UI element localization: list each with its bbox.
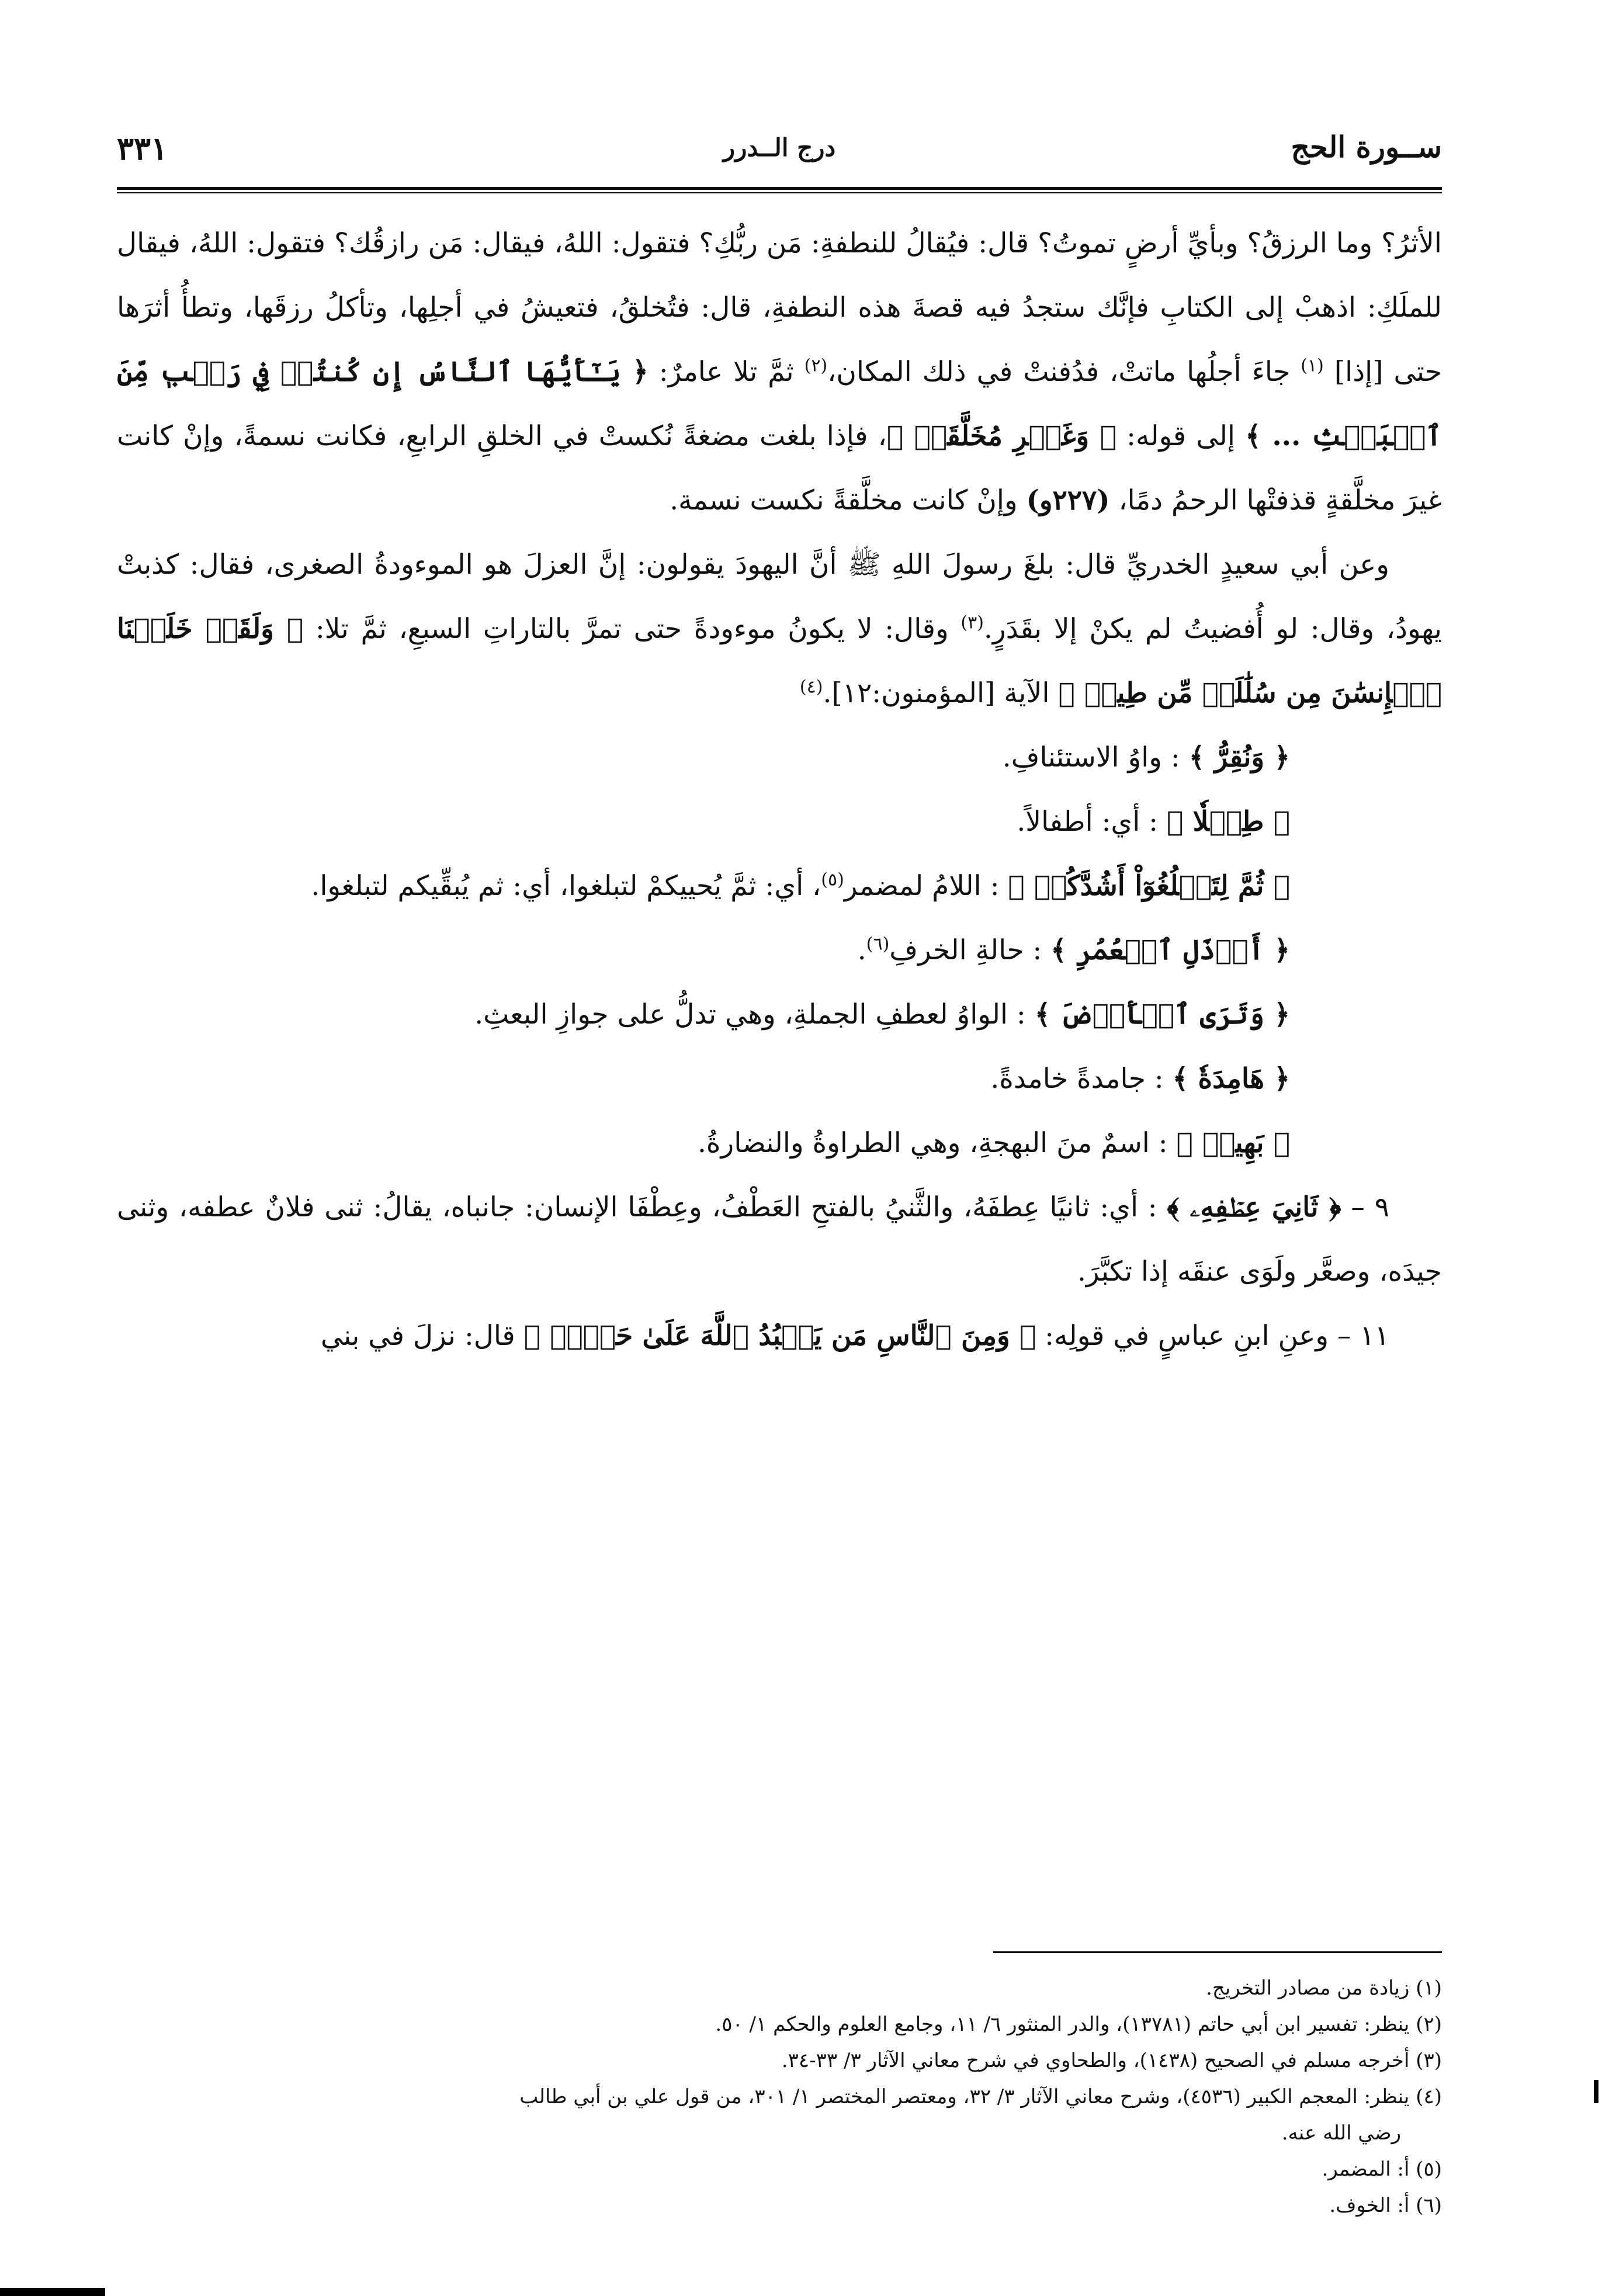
gloss-term: ﴿ ثَانِيَ عِطۡفِهِۦ ﴾ [1167,1191,1341,1223]
footnote-4: (٤) ينظر: المعجم الكبير (٤٥٣٦)، وشرح معاني الآثار ٣/ ٣٢، ومعتصر المختصر ١/ ٣٠١، من قول علي بن أبي طالب [519,2085,1442,2108]
folio-marker: (٢٢٧و) [1026,484,1110,516]
footnote-5: (٥) أ: المضمر. [1322,2158,1442,2181]
gloss-entry: ﴿ هَامِدَةٗ ﴾ : جامدةً خامدةً. [990,1063,1290,1095]
footnote-4-continued: رضي الله عنه. [1281,2121,1401,2145]
verse-9-paragraph: ٩ – ﴿ ثَانِيَ عِطۡفِهِۦ ﴾ : أي: ثانيًا عِطفَهُ، والثَّنيُ بالفتحِ العَطْفُ، وعِطْفَا الإنسان: جانباه، يقالُ: ثنى فلانٌ عطفه، وثنى جيدَه، وصعَّر ولَوَى عنقَه إذا تكبَّرَ. [117,1191,1442,1288]
gloss-term: ﴿ وَنُقِرُّ ﴾ [1188,741,1290,774]
gloss-entry: ﴿ وَنُقِرُّ ﴾ : واوُ الاستئنافِ. [1002,741,1290,774]
gloss-term: ﴿ هَامِدَةٗ ﴾ [1172,1063,1290,1095]
footnotes [117,1970,1442,2233]
footnote-ref-6: (٦) [866,934,890,955]
footnote-separator [993,1951,1442,1953]
verse-number: ٩ – [1351,1191,1389,1223]
footnote-3: (٣) أخرجه مسلم في الصحيح (١٤٣٨)، والطحاوي في شرح معاني الآثار ٣/ ٣٣-٣٤. [781,2049,1442,2072]
paragraph-2: وعن أبي سعيدٍ الخدريِّ قال: بلغَ رسولَ اللهِ ﷺ أنَّ اليهودَ يقولون: إنَّ العزلَ هو الموءودةُ الصغرى، فقال: كذبتْ يهودُ، وقال: لو أُفضيتُ لم يكنْ إلا بقَدَرٍ.$^{(٣)}$ وقال: لا يكونُ موءودةً حتى تمرَّ بالتاراتِ السبعِ، ثمَّ تلا: ﴿ وَلَقَدۡ خَلَقۡنَا ٱلۡإِنسَٰنَ مِن سُلَٰلَةٖ مِّن طِينٖ ﴾ الآية [المؤمنون:١٢].$^{(٤)}$ [117,549,1442,709]
gloss-term: ﴿ طِفۡلٗا ﴾ [1167,806,1290,838]
gloss-entry: ﴿ وَتَرَى ٱلۡأَرۡضَ ﴾ : الواوُ لعطفِ الجملةِ، وهي تدلُّ على جوازِ البعثِ. [474,998,1290,1031]
quran-quote: ﴿ وَغَيۡرِ مُخَلَّقَةٖ ﴾ [886,420,1116,452]
gloss-term: ﴿ وَتَرَى ٱلۡأَرۡضَ ﴾ [1034,998,1290,1031]
gloss-entry: ﴿ بَهِيجٖ ﴾ : اسمٌ منَ البهجةِ، وهي الطراوةُ والنضارةُ. [697,1127,1290,1159]
gloss-entry: ﴿ طِفۡلٗا ﴾ : أي: أطفالاً. [1017,806,1290,838]
scan-edge-bar [0,2288,105,2296]
quran-quote: ﴿ يَـٰٓأَيُّهَا ٱلنَّاسُ إِن كُنتُمۡ فِي رَيۡبٖ مِّنَ ٱلۡبَعۡثِ ... ﴾ [117,356,1442,452]
header-rule [117,187,1442,193]
gloss-term: ﴿ بَهِيجٖ ﴾ [1176,1127,1290,1159]
footnote-ref-4: (٤) [799,677,823,698]
footnote-ref-1: (١) [1301,355,1324,376]
gloss-term: ﴿ أَرۡذَلِ ٱلۡعُمُرِ ﴾ [1050,934,1290,966]
quran-quote: ﴿ وَمِنَ ٱلنَّاسِ مَن يَعۡبُدُ ٱللَّهَ عَلَىٰ حَرۡفٖ ﴾ [523,1320,1036,1352]
footnote-ref-2: (٢) [804,355,828,376]
quran-quote: ﴿ وَلَقَدۡ خَلَقۡنَا ٱلۡإِنسَٰنَ مِن سُلَٰلَةٖ مِّن طِينٖ ﴾ [117,613,1442,709]
gloss-entry: ﴿ ثُمَّ لِتَبۡلُغُوٓاْ أَشُدَّكُمۡ ﴾ : اللامُ لمضمر$^{(٥)}$، أي: ثمَّ يُحييكمْ لتبلغوا، أي: ثم يُبقِّيكم لتبلغوا. [311,869,1290,902]
footnote-ref-5: (٥) [821,869,844,890]
footnote-ref-3: (٣) [960,612,984,633]
gloss-entry: ﴿ أَرۡذَلِ ٱلۡعُمُرِ ﴾ : حالةِ الخرفِ$^{(٦)}$. [857,934,1290,966]
gloss-term: ﴿ ثُمَّ لِتَبۡلُغُوٓاْ أَشُدَّكُمۡ ﴾ [1008,870,1290,902]
footnote-1: (١) زيادة من مصادر التخريج. [1206,1976,1442,2000]
surah-title: ســورة الحج [1291,130,1442,164]
footnote-2: (٢) ينظر: تفسير ابن أبي حاتم (١٣٧٨١)، والدر المنثور ٦/ ١١، وجامع العلوم والحكم ١/ ٥٠. [715,2013,1442,2036]
page-number: ٣٣١ [117,130,168,167]
verse-number: ١١ – [1337,1320,1389,1352]
scan-edge-mark [1594,2080,1598,2103]
footnote-6: (٦) أ: الخوف. [1329,2194,1442,2217]
book-title: درج الــدرر [723,133,836,162]
running-head [117,130,1442,182]
main-text [117,211,1442,1900]
verse-11-paragraph: ١١ – وعنِ ابنِ عباسٍ في قولِه: ﴿ وَمِنَ ٱلنَّاسِ مَن يَعۡبُدُ ٱللَّهَ عَلَىٰ حَرۡفٖ ﴾ قال: نزلَ في بني [320,1320,1389,1352]
paragraph-1: الأثرُ؟ وما الرزقُ؟ وبأيِّ أرضٍ تموتُ؟ قال: فيُقالُ للنطفةِ: مَن ربُّكِ؟ فتقول: اللهُ، فيقال: مَن رازقُك؟ فتقول: اللهُ، فيقال للملَكِ: اذهبْ إلى الكتابِ فإنَّك ستجدُ فيه قصةَ هذه النطفةِ، قال: فتُخلقُ، فتعيشُ في أجلِها، وتأكلُ رزقَها، وتطأُ أثرَها حتى [إذا] $^{(١)}$ جاءَ أجلُها ماتتْ، فدُفنتْ في ذلك المكان،$^{(٢)}$ ثمَّ تلا عامرٌ: ﴿ يَـٰٓأَيُّهَا ٱلنَّاسُ إِن كُنتُمۡ فِي رَيۡبٖ مِّنَ ٱلۡبَعۡثِ ... ﴾ إلى قوله: ﴿ وَغَيۡرِ مُخَلَّقَةٖ ﴾، فإذا بلغت مضغةً نُكستْ في الخلقِ الرابعِ، فكانت نسمةً، وإنْ كانت غيرَ مخلَّقةٍ قذفتْها الرحمُ دمًا، (٢٢٧و) وإنْ كانت مخلَّقةً نكست نسمة. [117,227,1442,516]
